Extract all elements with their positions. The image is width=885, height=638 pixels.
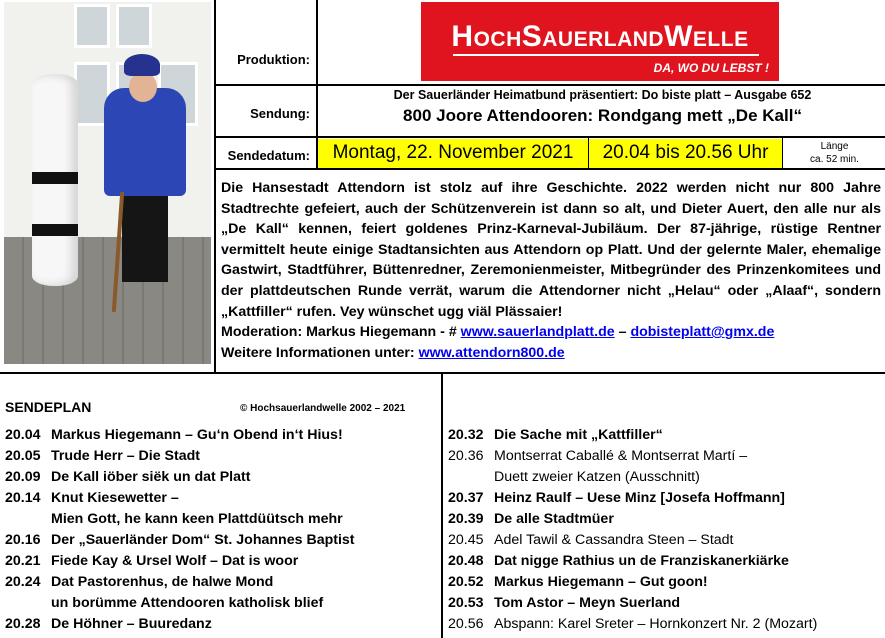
presents-line: Der Sauerländer Heimatbund präsentiert: Do biste platt – Ausgabe 652 [393,88,812,102]
schedule-item [448,530,734,550]
schedule-item [5,572,273,592]
schedule-item [5,530,355,550]
episode-title: 800 Joore Attendooren: Rondgang mett „De Kall“ [403,106,802,125]
schedule-time: 20.16 [5,532,41,548]
schedule-title: Tom Astor – Meyn Suerland [494,595,681,611]
schedule-time: 20.28 [5,616,41,632]
copyright: © Hochsauerlandwelle 2002 – 2021 [240,403,406,414]
schedule-item [5,488,179,508]
schedule-item [448,572,708,592]
schedule-item [448,425,663,445]
schedule-time: 20.09 [5,469,41,485]
schedule-title: Der „Sauerländer Dom“ St. Johannes Baptist [51,532,355,548]
schedule-item [5,425,343,445]
schedule-time: 20.14 [5,490,41,506]
schedule-time: 20.37 [448,490,484,506]
schedule-item [448,551,789,571]
schedule-title: Die Sache mit „Kattfiller“ [494,427,663,443]
schedule-title: Adel Tawil & Cassandra Steen – Stadt [494,532,734,548]
schedule-title: Fiede Kay & Ursel Wolf – Dat is woor [51,553,299,569]
broadcast-date: Montag, 22. November 2021 [318,139,588,168]
schedule-item [448,488,785,508]
produktion-label: Produktion: [237,52,310,67]
schedule-time: 20.45 [448,532,484,548]
schedule-time: 20.32 [448,427,484,443]
schedule-title: Mien Gott, he kann keen Plattdüütsch mehr [51,511,343,527]
duration-value: ca. 52 min. [810,154,859,165]
description [221,178,881,363]
schedule-title: Trude Herr – Die Stadt [51,448,201,464]
sauerlandplatt-link[interactable]: www.sauerlandplatt.de [460,324,615,341]
duration [784,140,885,166]
sendung-label: Sendung: [250,106,310,121]
schedule-title: Dat Pastorenhus, de halwe Mond [51,574,274,590]
duration-label: Länge [820,141,849,152]
schedule-item [448,509,614,529]
schedule-item [5,509,343,529]
schedule-time: 20.53 [448,595,484,611]
broadcast-time: 20.04 bis 20.56 Uhr [589,139,782,168]
email-link[interactable]: dobisteplatt@gmx.de [630,324,775,341]
schedule-title: De alle Stadtmüer [494,511,614,527]
schedule-title: Duett zweier Katzen (Ausschnitt) [494,469,700,485]
logo-slogan: DA, WO DU LEBST ! [653,61,769,75]
schedule-item [5,551,298,571]
dash: – [614,324,631,341]
schedule-item [5,467,250,487]
sendedatum-label: Sendedatum: [227,148,310,163]
moderation-prefix: Moderation: Markus Hiegemann - # [221,324,461,341]
schedule-item [5,614,212,634]
schedule-title: Markus Hiegemann – Gu‘n Obend in‘t Hius! [51,427,343,443]
sendeplan-title: SENDEPLAN [5,399,92,415]
header-photo [4,2,211,364]
schedule-item [448,467,700,487]
schedule-title: Markus Hiegemann – Gut goon! [494,574,708,590]
attendorn800-link[interactable]: www.attendorn800.de [418,344,565,361]
schedule-time: 20.21 [5,553,41,569]
schedule-title: De Kall iöber siëk un dat Platt [51,469,251,485]
schedule-time: 20.52 [448,574,484,590]
schedule-time: 20.36 [448,448,484,464]
info-prefix: Weitere Informationen unter: [221,344,419,361]
schedule-time: 20.24 [5,574,41,590]
schedule-item [448,614,817,634]
schedule-title: Abspann: Karel Sreter – Hornkonzert Nr. 2 (Mozart) [494,616,818,632]
schedule-time: 20.39 [448,511,484,527]
schedule-time: 20.56 [448,616,484,632]
schedule-item [5,593,323,613]
schedule-time: 20.48 [448,553,484,569]
schedule-item [5,446,200,466]
description-text: Die Hansestadt Attendorn ist stolz auf ihre Geschichte. 2022 werden nicht nur 800 Jahre Stadtrechte gefeiert, auch der Schützenverein ist dann so alt, und Dieter Auert, den alle nur als „De Kall“ kennen, feiert goldenes Prinz-Karneval-Jubiläum. Der 87-jährige, rüstige Rentner vermittelt heute einige Stadtansichten aus Attendorn op Platt. Und der gelernte Maler, ehemalige Gastwirt, Stadtführer, Büttenredner, Zeremonienmeister, Mitbegründer des Prinzenkomitees und der plattdeutschen Runde verrät, warum die Attendorner nicht „Helau“ oder „Alaaf“, sondern „Kattfiller“ rufen. Vey wünschet ugg viäl Plässaier! [221,180,881,320]
schedule-title: Heinz Raulf – Uese Minz [Josefa Hoffmann] [494,490,785,506]
schedule-title: Knut Kiesewetter – [51,490,179,506]
schedule-title: Dat nigge Rathius un de Franziskanerkiärke [494,553,789,569]
schedule-item [448,446,747,466]
schedule-title: un borümme Attendooren katholisk blief [51,595,324,611]
schedule-time: 20.05 [5,448,41,464]
schedule-title: De Höhner – Buuredanz [51,616,212,632]
logo-name: HochSauerlandWelle [451,20,749,53]
schedule-item [448,593,680,613]
schedule-title: Montserrat Caballé & Montserrat Martí – [494,448,748,464]
station-logo [421,2,779,81]
schedule-time: 20.04 [5,427,41,443]
